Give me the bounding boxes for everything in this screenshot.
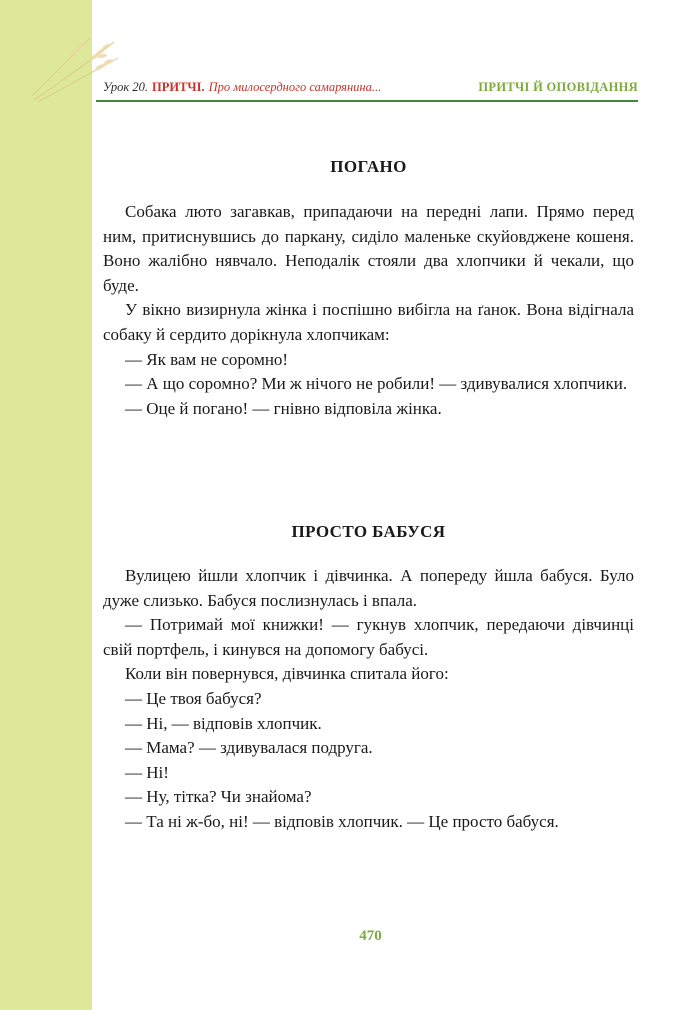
story-body: [103, 564, 634, 835]
paragraph: У вікно визирнула жінка і поспішно вибігла на ґанок. Вона відігнала собаку й сердито дорікнула хлопчикам:: [103, 300, 634, 344]
paragraph: — Мама? — здивувалася подруга.: [125, 738, 373, 758]
running-header: [103, 78, 638, 100]
paragraph: Собака люто загавкав, припадаючи на передні лапи. Прямо перед ним, притиснувшись до паркану, сиділо маленьке скуйовджене кошеня. Воно жалібно нявчало. Неподалік стояли два хлопчики й чекали, що буде.: [103, 202, 634, 295]
lesson-title: [103, 80, 381, 95]
story-body: [103, 200, 634, 421]
side-band: [0, 0, 92, 1010]
lesson-subtitle: Про милосердного самарянина...: [208, 80, 382, 94]
paragraph: — Ну, тітка? Чи знайома?: [125, 787, 312, 807]
section-title: ПРИТЧІ Й ОПОВІДАННЯ: [478, 80, 638, 94]
paragraph: — Це твоя бабуся?: [125, 688, 262, 708]
lesson-topic: ПРИТЧІ.: [152, 80, 205, 94]
header-rule: [96, 100, 638, 102]
page-number: 470: [359, 928, 382, 944]
story-title: ПРОСТО БАБУСЯ: [291, 522, 446, 541]
paragraph: — Ні, — відповів хлопчик.: [125, 713, 322, 733]
story-title: ПОГАНО: [330, 157, 407, 176]
paragraph: Коли він повернувся, дівчинка спитала його:: [125, 664, 449, 684]
paragraph: — Оце й погано! — гнівно відповіла жінка.: [125, 398, 442, 418]
paragraph: — Як вам не соромно!: [125, 349, 289, 369]
page-number-wrap: [0, 928, 699, 945]
paragraph: — А що соромно? Ми ж нічого не робили! — здивувалися хлопчики.: [125, 374, 628, 394]
paragraph: — Ні!: [125, 762, 169, 782]
lesson-number: Урок 20.: [103, 80, 149, 94]
paragraph: — Та ні ж-бо, ні! — відповів хлопчик. — Це просто бабуся.: [125, 811, 559, 831]
paragraph: — Потримай мої книжки! — гукнув хлопчик, передаючи дівчинці свій портфель, і кинувся на допомогу бабусі.: [103, 615, 634, 659]
paragraph: Вулицею йшли хлопчик і дівчинка. А попереду йшла бабуся. Було дуже слизько. Бабуся послизнулась і впала.: [103, 566, 634, 610]
